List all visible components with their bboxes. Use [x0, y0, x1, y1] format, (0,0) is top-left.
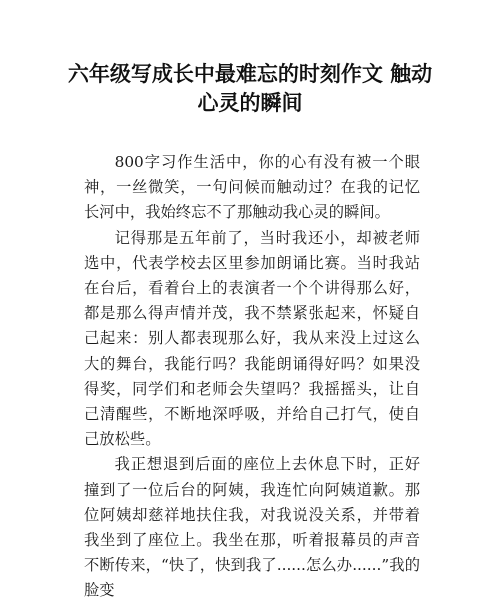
paragraph-3: 我正想退到后面的座位上去休息下时，正好撞到了一位后台的阿姨，我连忙向阿姨道歉。那位阿姨却慈祥地扶住我，对我说没关系，并带着我坐到了座位上。我坐在那，听着报幕员的声音不断传来，“快了，快到我了......怎么办......”我的脸变 [84, 455, 420, 600]
document-body [84, 150, 420, 604]
paragraph-2: 记得那是五年前了，当时我还小，却被老师选中，代表学校去区里参加朗诵比赛。当时我站在台后，看着台上的表演者一个个讲得那么好，都是那么得声情并茂，我不禁紧张起来，怀疑自己起来：别人都表现那么好，我从来没上过这么大的舞台，我能行吗？我能朗诵得好吗？如果没得奖，同学们和老师会失望吗？我摇摇头，让自己清醒些，不断地深呼吸，并给自己打气，使自己放松些。 [84, 228, 420, 449]
paragraph-1: 800字习作生活中，你的心有没有被一个眼神，一丝微笑，一句问候而触动过？在我的记忆长河中，我始终忘不了那触动我心灵的瞬间。 [84, 153, 420, 222]
document-title: 六年级写成长中最难忘的时刻作文 触动心灵的瞬间 [67, 62, 433, 115]
